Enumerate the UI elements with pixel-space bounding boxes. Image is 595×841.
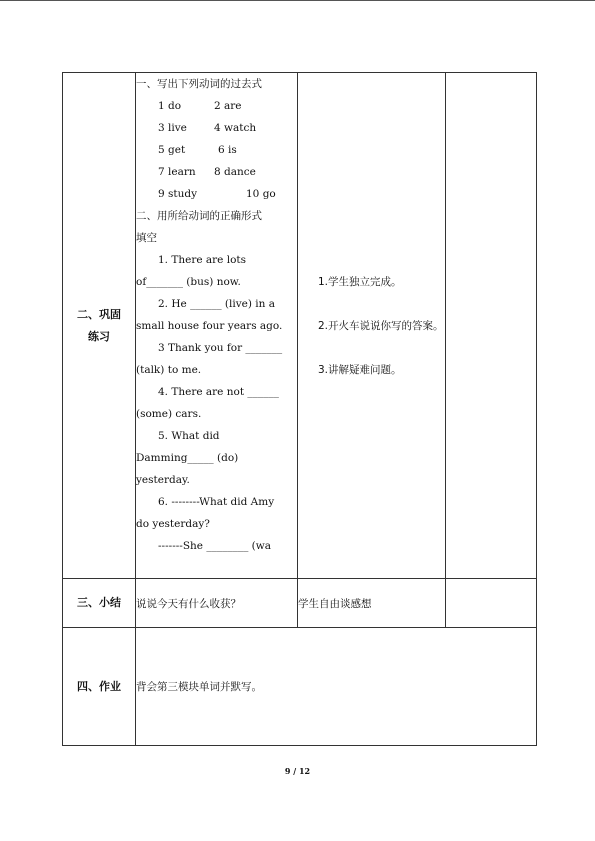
- fill-item-line: 2. He ______ (live) in a: [158, 298, 276, 310]
- verb-row: [136, 183, 297, 205]
- verb: 3 live: [158, 122, 187, 134]
- fill-item-line: 3 Thank you for _______: [158, 342, 283, 354]
- homework-label: 四、作业: [63, 628, 136, 746]
- activity-2: 2.开火车说说你写的答案。: [318, 319, 444, 332]
- top-rule: [0, 0, 595, 1]
- fill-item-line: do yesterday?: [136, 518, 210, 530]
- practice-label-line2: 练习: [88, 329, 110, 343]
- practice-activities: [298, 73, 446, 579]
- fill-item-line: of_______ (bus) now.: [136, 276, 241, 288]
- verb: 6 is: [218, 144, 237, 156]
- verb: 10 go: [246, 188, 276, 200]
- fill-item-line: 4. There are not ______: [158, 386, 279, 398]
- practice-row: [63, 73, 537, 579]
- verb-row: [136, 117, 297, 139]
- practice-notes-cell: [446, 73, 537, 579]
- fill-item-line: 5. What did: [158, 430, 220, 442]
- practice-exercises: [136, 73, 298, 579]
- fill-item-line: (some) cars.: [136, 408, 202, 420]
- verb: 9 study: [158, 188, 198, 200]
- practice-label-line1: 二、巩固: [77, 307, 121, 321]
- verb: 1 do: [158, 100, 182, 112]
- fill-item-line: 6. --------What did Amy: [158, 496, 275, 508]
- verb-row: [136, 139, 297, 161]
- fill-item-line: Damming_____ (do): [136, 452, 239, 464]
- homework-row: [63, 628, 537, 746]
- activity-3: 3.讲解疑难问题。: [318, 363, 402, 376]
- verb-row: [136, 161, 297, 183]
- verb: 8 dance: [214, 166, 256, 178]
- verb: 5 get: [158, 144, 186, 156]
- lesson-plan-table: [62, 72, 537, 746]
- fill-item-line: -------She ________ (wa: [158, 540, 272, 552]
- practice-label: [63, 73, 136, 579]
- summary-notes-cell: [446, 579, 537, 628]
- fill-item-line: (talk) to me.: [136, 364, 202, 376]
- fill-item-line: small house four years ago.: [136, 320, 283, 332]
- verb: 7 learn: [158, 166, 196, 178]
- homework-text: 背会第三模块单词并默写。: [136, 628, 537, 746]
- fill-item-line: 1. There are lots: [158, 254, 247, 266]
- section1-title: 一、写出下列动词的过去式: [136, 78, 262, 90]
- verb-row: [136, 95, 297, 117]
- activity-1: 1.学生独立完成。: [318, 275, 402, 288]
- summary-label: 三、小结: [63, 579, 136, 628]
- page-number: 9 / 12: [284, 766, 311, 776]
- section2-title-b: 填空: [136, 232, 157, 244]
- section2-title-a: 二、用所给动词的正确形式: [136, 210, 262, 222]
- fill-item-line: yesterday.: [136, 474, 190, 486]
- summary-answer: 学生自由谈感想: [298, 579, 446, 628]
- verb: 2 are: [214, 100, 242, 112]
- verb: 4 watch: [214, 122, 257, 134]
- summary-question: 说说今天有什么收获？: [136, 579, 298, 628]
- summary-row: [63, 579, 537, 628]
